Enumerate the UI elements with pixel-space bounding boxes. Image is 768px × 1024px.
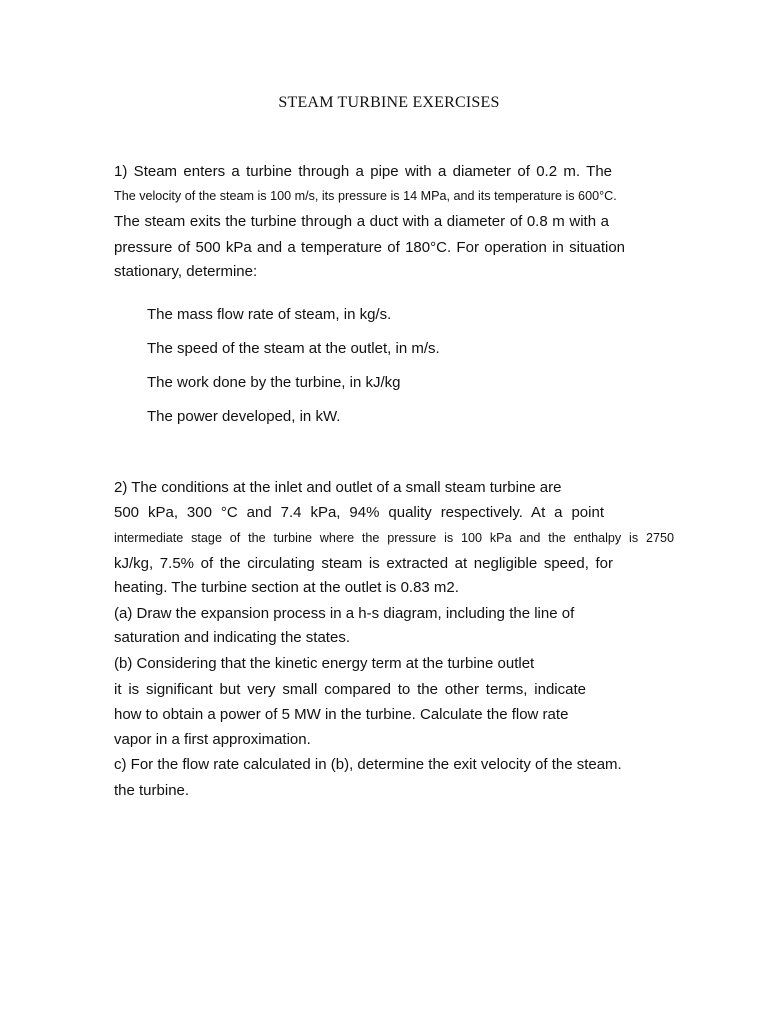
ex1-item: The power developed, in kW. (147, 408, 341, 425)
ex2-line: c) For the flow rate calculated in (b), determine the exit velocity of the steam. (114, 756, 622, 773)
ex1-line-3: The steam exits the turbine through a duct with a diameter of 0.8 m with a (114, 213, 609, 230)
ex2-line: heating. The turbine section at the outlet is 0.83 m2. (114, 579, 459, 596)
ex1-line-4: pressure of 500 kPa and a temperature of 180°C. For operation in situation (114, 239, 625, 256)
ex2-line: the turbine. (114, 782, 190, 799)
page-title: STEAM TURBINE EXERCISES (278, 94, 500, 111)
ex1-item: The work done by the turbine, in kJ/kg (147, 374, 401, 391)
ex2-line: saturation and indicating the states. (114, 629, 350, 646)
ex1-line-1: 1) Steam enters a turbine through a pipe with a diameter of 0.2 m. The (114, 163, 612, 180)
ex2-line: it is significant but very small compared to the other terms, indicate (114, 681, 586, 698)
ex2-line: vapor in a first approximation. (114, 731, 311, 748)
ex2-line: 2) The conditions at the inlet and outlet of a small steam turbine are (114, 479, 562, 496)
ex2-line: kJ/kg, 7.5% of the circulating steam is extracted at negligible speed, for (114, 555, 613, 572)
ex1-item: The mass flow rate of steam, in kg/s. (147, 306, 392, 323)
ex1-line-5: stationary, determine: (114, 263, 258, 280)
ex2-line: how to obtain a power of 5 MW in the turbine. Calculate the flow rate (114, 706, 569, 723)
ex2-line: intermediate stage of the turbine where the pressure is 100 kPa and the enthalpy is 2750 (114, 531, 674, 545)
ex2-line: (b) Considering that the kinetic energy term at the turbine outlet (114, 655, 535, 672)
ex2-line: 500 kPa, 300 °C and 7.4 kPa, 94% quality respectively. At a point (114, 504, 604, 521)
ex1-item: The speed of the steam at the outlet, in m/s. (147, 340, 440, 357)
ex1-line-2: The velocity of the steam is 100 m/s, its pressure is 14 MPa, and its temperature is 600°C. (114, 189, 617, 203)
ex2-line: (a) Draw the expansion process in a h-s diagram, including the line of (114, 605, 575, 622)
